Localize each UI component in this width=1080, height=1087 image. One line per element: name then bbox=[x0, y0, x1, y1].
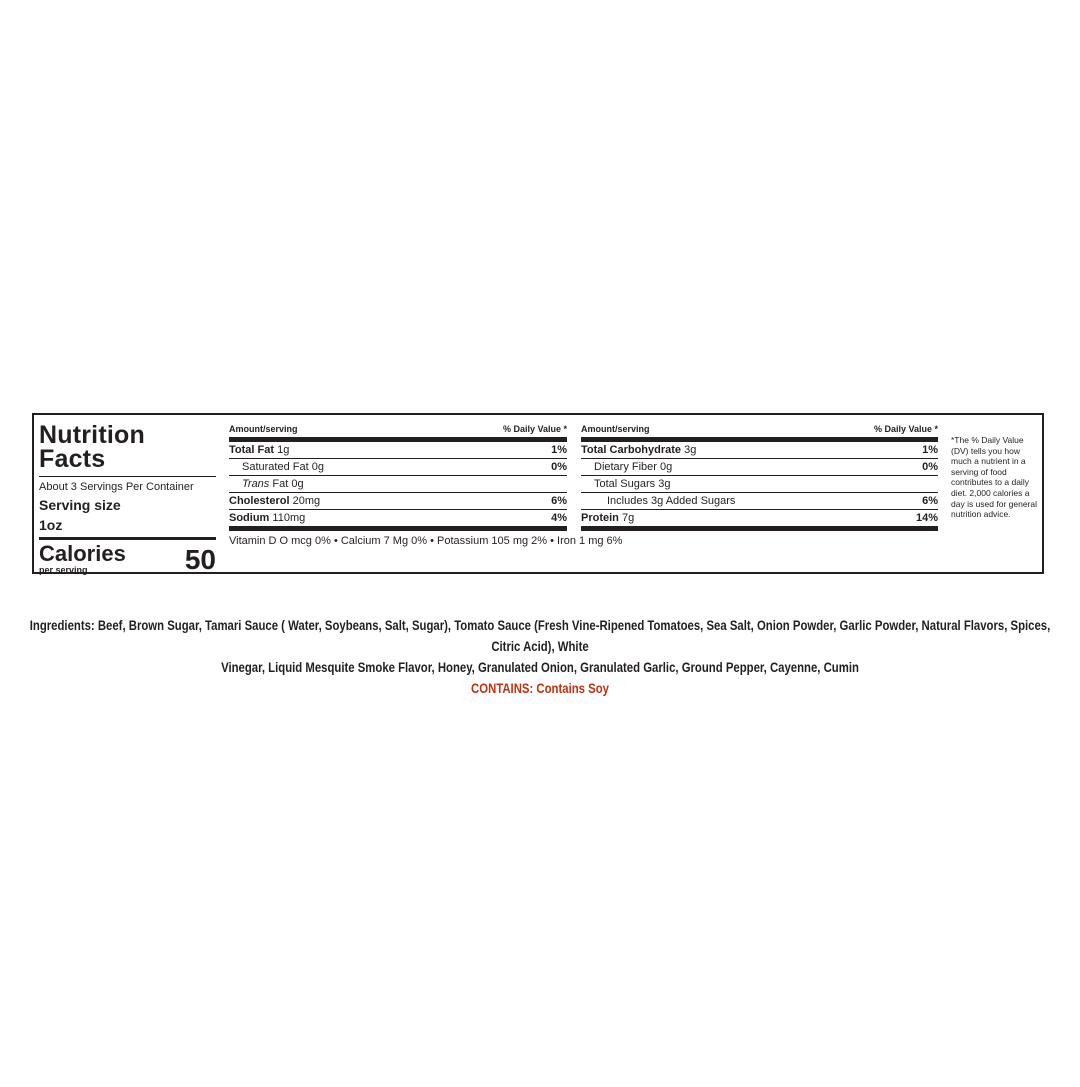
nutrient-amount: 3g bbox=[684, 444, 697, 456]
row-total-sugars bbox=[581, 476, 938, 493]
row-total-carbohydrate bbox=[581, 442, 938, 459]
calories-row bbox=[39, 540, 216, 580]
nutrient-name: Cholesterol bbox=[229, 495, 290, 507]
ingredients-line2: Vinegar, Liquid Mesquite Smoke Flavor, Honey, Granulated Onion, Granulated Garlic, Ground Pepper, Cayenne, Cumin bbox=[221, 660, 859, 676]
servings-per-container: About 3 Servings Per Container bbox=[39, 481, 194, 493]
row-saturated-fat bbox=[229, 459, 567, 476]
nutrient-table-left bbox=[229, 423, 567, 531]
header-dv: % Daily Value * bbox=[873, 424, 938, 434]
nutrient-amount: 0g bbox=[311, 461, 324, 473]
header-amount: Amount/serving bbox=[229, 424, 298, 434]
nutrient-name: Total Sugars bbox=[594, 478, 656, 490]
nutrient-dv: 1% bbox=[551, 444, 567, 456]
nutrient-amount: 110mg bbox=[272, 512, 306, 524]
nutrient-amount: 3g bbox=[658, 478, 671, 490]
header-amount: Amount/serving bbox=[581, 424, 650, 434]
nutrient-name: Protein bbox=[581, 512, 619, 524]
header-dv: % Daily Value * bbox=[502, 424, 567, 434]
row-added-sugars bbox=[581, 493, 938, 510]
label-left-column bbox=[39, 415, 216, 580]
nutrient-name: Dietary Fiber bbox=[594, 461, 657, 473]
nutrient-name: Total Carbohydrate bbox=[581, 444, 682, 456]
nutrient-dv: 4% bbox=[551, 512, 567, 524]
row-protein bbox=[581, 510, 938, 531]
nutrient-table-right bbox=[581, 423, 938, 531]
ingredients-block bbox=[0, 616, 1080, 700]
table-header bbox=[581, 423, 938, 442]
ingredients-text bbox=[20, 616, 1060, 700]
row-sodium bbox=[229, 510, 567, 531]
serving-size-value: 1oz bbox=[39, 517, 63, 533]
nutrient-amount: 0g bbox=[660, 461, 673, 473]
ingredients-line1: Ingredients: Beef, Brown Sugar, Tamari Sauce ( Water, Soybeans, Salt, Sugar), Tomato Sauce (Fresh Vine-Ripened Tomatoes, Sea Salt, Onion Powder, Garlic Powder, Natural Flavors, Spices, Citric Acid), White bbox=[29, 618, 1051, 655]
nutrient-name: Total Fat bbox=[229, 444, 275, 456]
nutrient-name: Saturated Fat bbox=[242, 461, 309, 473]
row-cholesterol bbox=[229, 493, 567, 510]
nutrient-amount: 7g bbox=[621, 512, 635, 524]
calories-value: 50 bbox=[184, 544, 216, 575]
label-title-line1: Nutrition bbox=[39, 421, 145, 449]
nutrient-dv: 6% bbox=[922, 495, 938, 507]
nutrition-facts-label bbox=[32, 413, 1044, 574]
nutrient-dv: 6% bbox=[551, 495, 567, 507]
allergen-statement: CONTAINS: Contains Soy bbox=[471, 681, 609, 697]
row-dietary-fiber bbox=[581, 459, 938, 476]
row-total-fat bbox=[229, 442, 567, 459]
nutrient-amount: 20mg bbox=[292, 495, 321, 507]
row-trans-fat bbox=[229, 476, 567, 493]
per-serving-label: per serving bbox=[39, 565, 88, 575]
nutrient-dv: 0% bbox=[922, 461, 938, 473]
nutrient-amount: Fat 0g bbox=[272, 478, 304, 490]
table-header bbox=[229, 423, 567, 442]
nutrient-name: Includes 3g Added Sugars bbox=[607, 495, 736, 507]
nutrient-dv: 1% bbox=[922, 444, 938, 456]
nutrient-dv: 0% bbox=[551, 461, 567, 473]
label-title bbox=[39, 423, 216, 471]
nutrient-name: Trans bbox=[242, 478, 270, 490]
calories-label: Calories bbox=[39, 541, 126, 566]
daily-value-footnote: *The % Daily Value (DV) tells you how much a nutrient in a serving of food contributes to a daily diet. 2,000 calories a day is used for general nutrition advice. bbox=[951, 435, 1037, 520]
nutrient-dv: 14% bbox=[915, 512, 938, 524]
nutrient-amount: 1g bbox=[277, 444, 290, 456]
serving-size-label: Serving size bbox=[39, 497, 121, 513]
vitamins-minerals-line: Vitamin D O mcg 0% • Calcium 7 Mg 0% • Potassium 105 mg 2% • Iron 1 mg 6% bbox=[229, 535, 623, 547]
label-title-line2: Facts bbox=[39, 445, 106, 473]
nutrient-name: Sodium bbox=[229, 512, 270, 524]
